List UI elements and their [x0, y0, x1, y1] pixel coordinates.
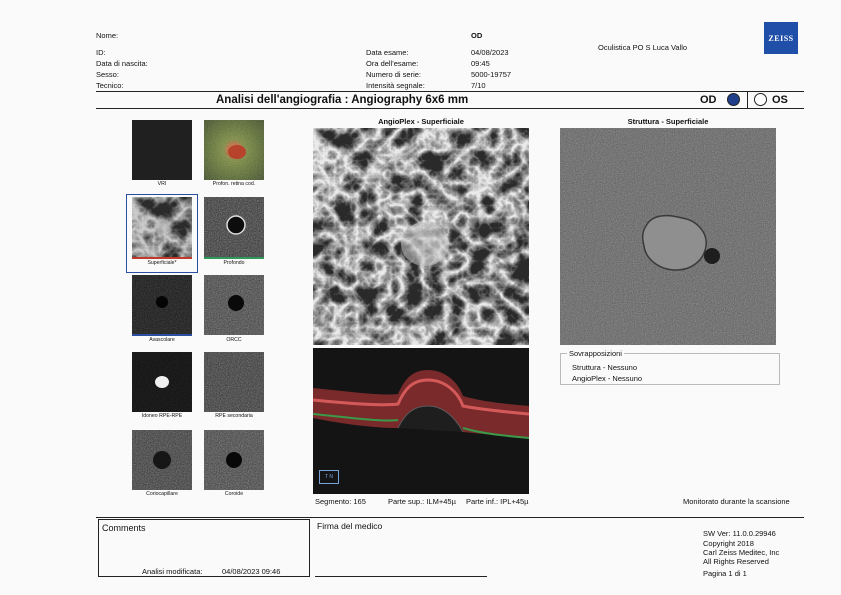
bscan-orientation-marker: T N	[319, 470, 339, 484]
monitor-note: Monitorato durante la scansione	[683, 497, 790, 506]
os-label: OS	[772, 94, 788, 106]
bscan-image[interactable]	[313, 348, 529, 494]
thumbnail-caption: Profondo	[223, 260, 245, 266]
exam-date-value: 04/08/2023	[471, 48, 509, 57]
od-label: OD	[700, 94, 717, 106]
comments-label: Comments	[102, 523, 146, 533]
dob-label: Data di nascita:	[96, 59, 148, 68]
structure-superficial-image[interactable]	[560, 128, 776, 345]
modified-label: Analisi modificata:	[142, 567, 203, 576]
signature-label: Firma del medico	[317, 521, 383, 531]
angioplex-title: AngioPlex - Superficiale	[378, 117, 464, 126]
deep-green-marker	[204, 257, 264, 259]
exam-time-label: Ora dell'esame:	[366, 59, 419, 68]
od-selected-indicator[interactable]	[727, 93, 740, 106]
sw-version: SW Ver: 11.0.0.29946	[703, 529, 776, 538]
thumbnail-caption: Coroide	[224, 491, 244, 497]
signal-label: Intensità segnale:	[366, 81, 425, 90]
rights: All Rights Reserved	[703, 557, 769, 566]
orcc-angiogram-icon	[204, 275, 264, 335]
thumbnail-rpe-secondary[interactable]	[204, 352, 264, 412]
footer-top-rule	[96, 517, 804, 518]
company: Carl Zeiss Meditec, Inc	[703, 548, 780, 557]
thumbnail-caption: VRI	[157, 181, 167, 187]
thumbnail-avascular[interactable]	[132, 275, 192, 335]
thumbnail-caption: Idoneo RPE-RPE	[141, 413, 183, 419]
angioplex-superficial-image[interactable]	[313, 128, 529, 345]
overlays-title: Sovrapposizioni	[569, 349, 622, 358]
title-top-rule	[96, 91, 804, 92]
serial-value: 5000-19757	[471, 70, 512, 79]
thumbnail-retina-thickness[interactable]	[204, 120, 264, 180]
lower-boundary: Parte inf.: IPL+45µ	[466, 497, 529, 506]
oct-bscan-icon	[313, 348, 529, 494]
choriocapillaris-angiogram-icon	[132, 430, 192, 490]
report-title: Analisi dell'angiografia : Angiography 6x6 mm	[216, 94, 469, 106]
exam-date-label: Data esame:	[366, 48, 409, 57]
rpe-rpe-angiogram-icon	[132, 352, 192, 412]
thumbnail-choriocapillaris[interactable]	[132, 430, 192, 490]
eye-divider	[747, 91, 748, 108]
upper-boundary: Parte sup.: ILM+45µ	[388, 497, 456, 506]
overlay-structure: Struttura - Nessuno	[572, 363, 638, 372]
thumbnail-caption: Profon. retina cod.	[212, 181, 256, 187]
avascular-angiogram-icon	[132, 275, 192, 335]
retina-thickness-map-icon	[204, 120, 264, 180]
structure-enface-icon	[560, 128, 776, 345]
overlay-angioplex: AngioPlex - Nessuno	[572, 374, 643, 383]
superficial-angiogram-icon	[132, 197, 192, 257]
structure-title: Struttura - Superficiale	[627, 117, 709, 126]
superficial-red-marker	[132, 257, 192, 259]
deep-angiogram-icon	[204, 197, 264, 257]
thumbnail-rpe-rpe[interactable]	[132, 352, 192, 412]
copyright: Copyright 2018	[703, 539, 754, 548]
thumbnail-caption: Avascolare	[149, 337, 175, 343]
modified-value: 04/08/2023 09:46	[222, 567, 281, 576]
thumbnail-orcc[interactable]	[204, 275, 264, 335]
zeiss-logo: ZEISS	[764, 22, 798, 54]
choroid-angiogram-icon	[204, 430, 264, 490]
id-label: ID:	[96, 48, 106, 57]
title-bottom-rule	[96, 108, 804, 109]
technician-label: Tecnico:	[96, 81, 124, 90]
institution-name: Oculistica PO S Luca Vallo	[598, 43, 688, 52]
rpe-secondary-angiogram-icon	[204, 352, 264, 412]
signature-line	[315, 576, 487, 577]
signal-value: 7/10	[471, 81, 486, 90]
segment-value: Segmento: 165	[315, 497, 366, 506]
avascular-blue-marker	[132, 334, 192, 336]
name-label: Nome:	[96, 31, 119, 40]
exam-time-value: 09:45	[471, 59, 490, 68]
name-value: OD	[471, 31, 483, 40]
sex-label: Sesso:	[96, 70, 119, 79]
thumbnail-superficial[interactable]	[132, 197, 192, 257]
thumbnail-caption: RPE secondaria	[215, 413, 253, 419]
angioplex-vessel-map-icon	[313, 128, 529, 345]
page-number: Pagina 1 di 1	[703, 569, 747, 578]
thumbnail-vri[interactable]	[132, 120, 192, 180]
thumbnail-choroid[interactable]	[204, 430, 264, 490]
thumbnail-caption: Superficiale*	[147, 260, 177, 266]
thumbnail-caption: ORCC	[226, 337, 242, 343]
thumbnail-deep[interactable]	[204, 197, 264, 257]
os-indicator[interactable]	[754, 93, 767, 106]
serial-label: Numero di serie:	[366, 70, 422, 79]
thumbnail-caption: Coriocapillare	[146, 491, 178, 497]
